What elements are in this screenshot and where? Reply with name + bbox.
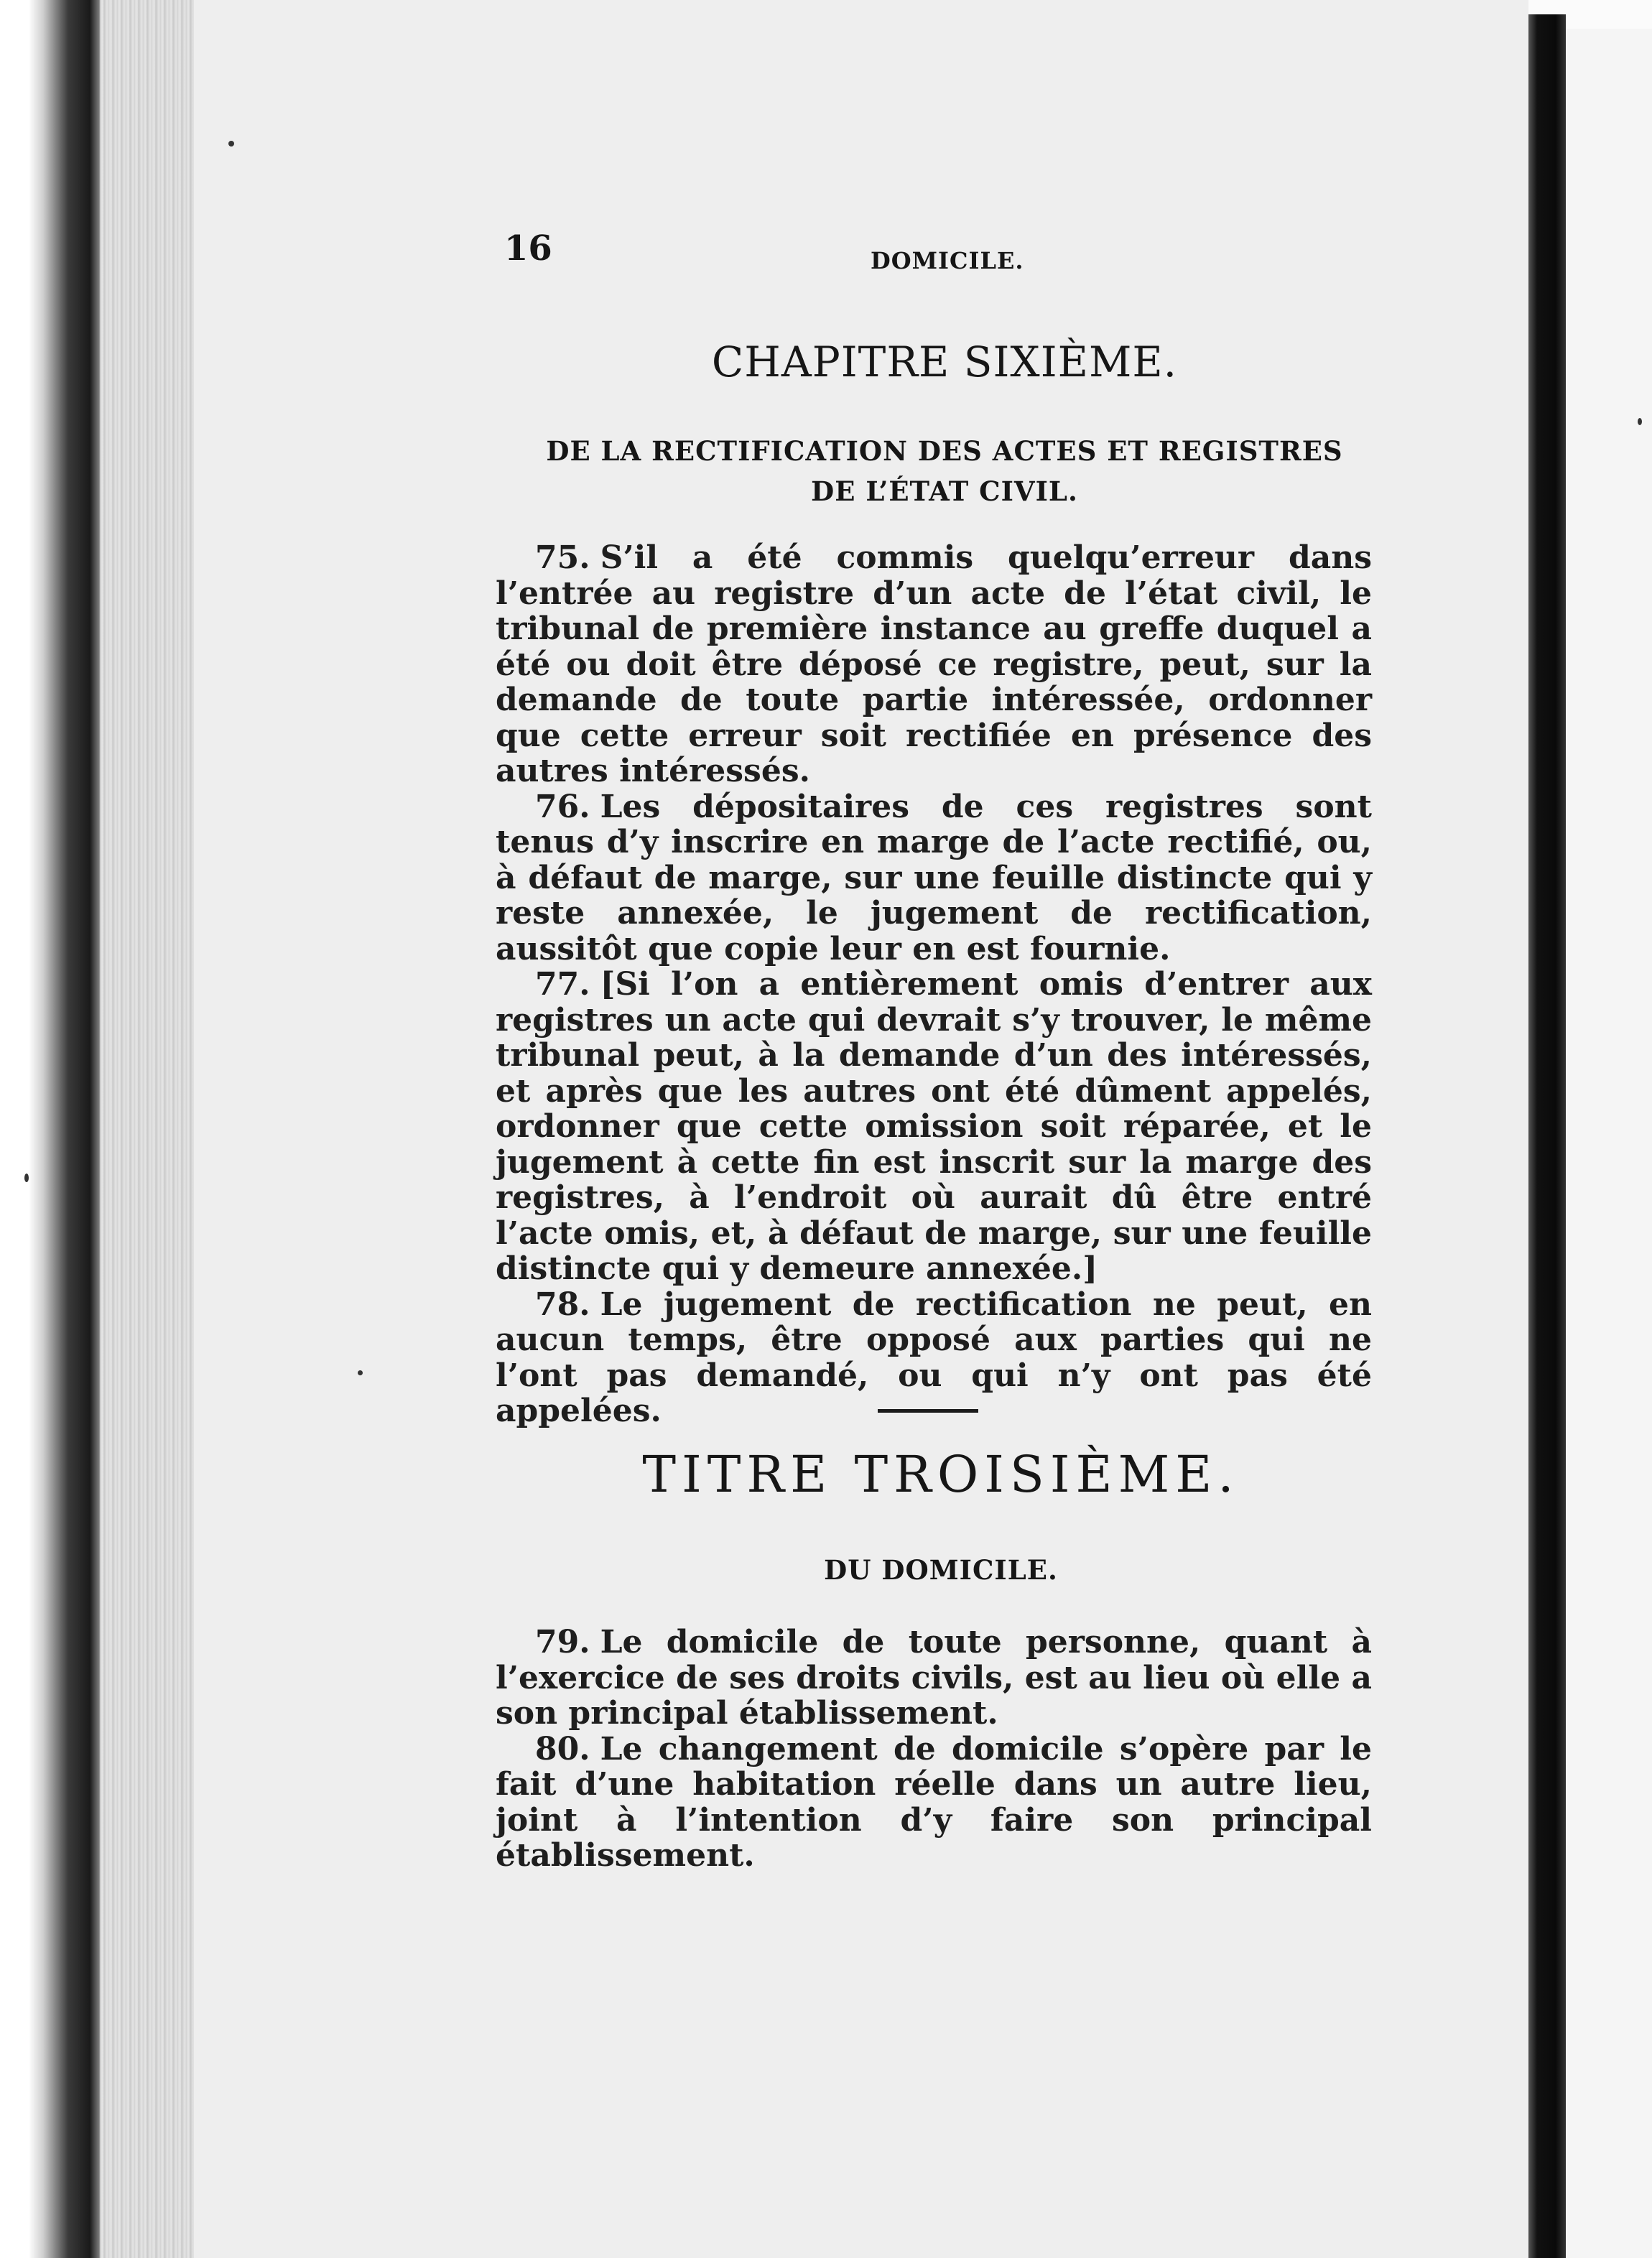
article-number: 76. [535,788,590,825]
dust-speck [358,1370,363,1375]
title-heading: TITRE TROISIÈME. [642,1445,1240,1504]
right-margin-paper [1566,29,1652,2258]
section-divider [878,1409,978,1413]
chapter-subtitle [503,431,1386,511]
chapter-subtitle-line-1: DE LA RECTIFICATION DES ACTES ET REGISTRES [546,435,1343,467]
article-76 [496,789,1372,967]
chapter-articles [496,540,1372,1429]
dust-speck [24,1174,29,1182]
article-number: 79. [535,1624,590,1660]
page-edges-stack [101,0,194,2258]
article-number: 77. [535,966,590,1003]
article-number: 75. [535,539,590,576]
article-text: Le jugement de rectification ne peut, en aucun temps, être opposé aux parties qui ne l’ont pas demandé, ou qui n’y ont pas été appelées. [496,1286,1372,1429]
article-text: [Si l’on a entièrement omis d’entrer aux registres un acte qui devrait s’y trouver, le même tribunal peut, à la demande d’un des intéressés, et après que les autres ont été dûment appelés, ordonner que cette omission soit réparée, et le jugement à cette fin est inscrit sur la marge des registres, à l’endroit où aurait dû être entré l’acte omis, et, à défaut de marge, sur une feuille distincte qui y demeure annexée.] [496,966,1372,1287]
article-75 [496,540,1372,789]
running-title: DOMICILE. [871,247,1024,274]
chapter-subtitle-line-2: DE L’ÉTAT CIVIL. [811,475,1078,507]
article-number: 78. [535,1286,590,1323]
article-text: Le domicile de toute personne, quant à l’exercice de ses droits civils, est au lieu où elle a son principal établissement. [496,1624,1372,1732]
right-dark-edge [1528,14,1566,2258]
article-text: Le changement de domicile s’opère par le fait d’une habitation réelle dans un autre lieu, joint à l’intention d’y faire son principal établissement. [496,1730,1372,1874]
article-77 [496,967,1372,1287]
dust-speck [1638,418,1642,425]
title-articles [496,1625,1372,1874]
chapter-title: CHAPITRE SIXIÈME. [711,338,1178,386]
article-79 [496,1625,1372,1732]
dust-speck [228,141,234,147]
page-number: 16 [504,228,552,269]
article-number: 80. [535,1730,590,1767]
article-text: S’il a été commis quelqu’erreur dans l’entrée au registre d’un acte de l’état civil, le tribunal de première instance au greffe duquel a été ou doit être déposé ce registre, peut, sur la demande de toute partie intéressée, ordonner que cette erreur soit rectifiée en présence des autres intéressés. [496,539,1372,789]
article-text: Les dépositaires de ces registres sont tenus d’y inscrire en marge de l’acte rectifié, ou, à défaut de marge, sur une feuille distincte qui y reste annexée, le jugement de rectification, aussitôt que copie leur en est fournie. [496,788,1372,967]
article-80 [496,1732,1372,1874]
book-binding-edge [0,0,101,2258]
title-subheading: DU DOMICILE. [824,1554,1058,1586]
article-78 [496,1287,1372,1429]
